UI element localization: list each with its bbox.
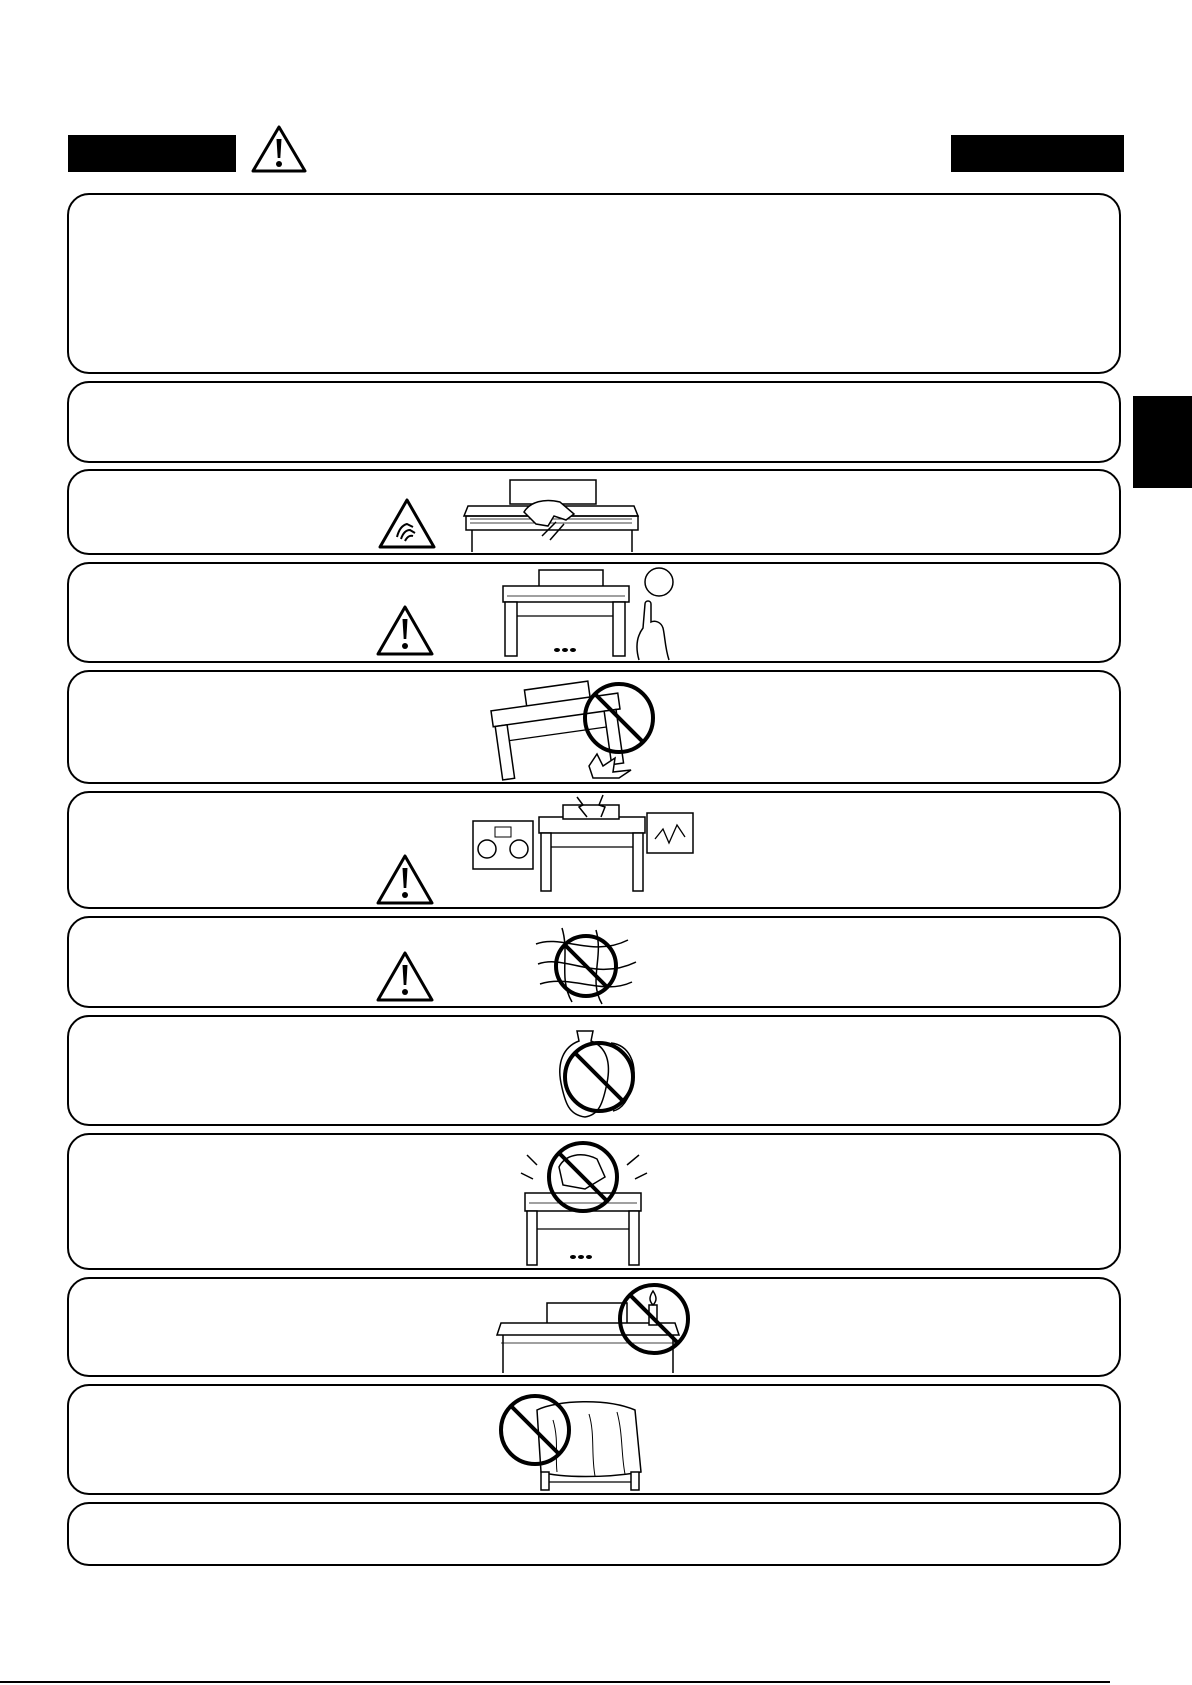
no-liquids-panel <box>67 1015 1121 1126</box>
tipping-piano-prohibited-illustration <box>481 674 681 782</box>
tangled-cables-prohibited-illustration <box>532 924 640 1006</box>
objects-on-piano-prohibited-illustration <box>515 1137 651 1269</box>
warning-triangle-icon <box>375 604 435 658</box>
warning-triangle-icon <box>375 853 435 907</box>
cables-panel <box>67 916 1121 1008</box>
no-cover-panel <box>67 1384 1121 1495</box>
piano-power-button-illustration <box>499 566 681 662</box>
note-panel <box>67 381 1121 463</box>
header-label-right <box>951 135 1124 172</box>
covered-piano-prohibited-illustration <box>497 1390 657 1494</box>
intro-panel <box>67 193 1121 374</box>
vase-prohibited-illustration <box>551 1023 651 1123</box>
no-objects-on-top-panel <box>67 1133 1121 1270</box>
no-drop-panel <box>67 670 1121 784</box>
warning-triangle-icon <box>375 950 435 1004</box>
closing-panel <box>67 1502 1121 1566</box>
footer-rule <box>0 1681 1110 1683</box>
power-switch-panel <box>67 562 1121 663</box>
hand-on-keyboard-illustration <box>464 476 644 554</box>
header-label-left <box>68 135 236 172</box>
warning-triangle-icon <box>250 124 308 174</box>
page-edge-tab <box>1133 396 1192 488</box>
candle-on-piano-prohibited-illustration <box>497 1283 697 1375</box>
hand-caution-panel <box>67 469 1121 555</box>
piano-radio-tv-interference-illustration <box>469 793 699 905</box>
no-flame-panel <box>67 1277 1121 1377</box>
interference-panel <box>67 791 1121 909</box>
hand-hazard-triangle-icon <box>377 497 437 551</box>
